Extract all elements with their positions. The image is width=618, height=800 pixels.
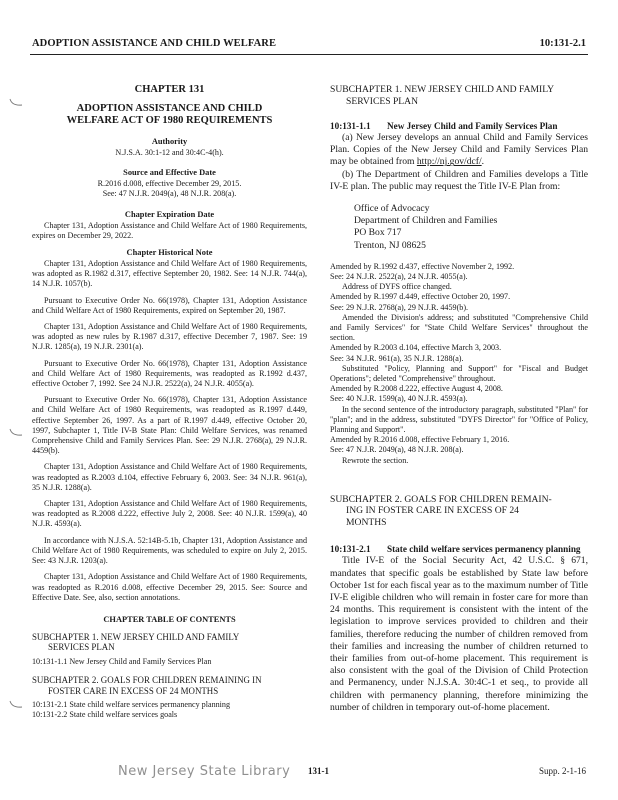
subchapter-1-line: SERVICES PLAN [346,95,418,107]
subchapter-1-line: SUBCHAPTER 1. NEW JERSEY CHILD AND FAMILY [330,84,555,95]
margin-mark [8,428,24,438]
source-line: R.2016 d.008, effective December 29, 2015. [97,179,242,189]
note-line: See: 29 N.J.R. 2768(a), 29 N.J.R. 4459(b). [330,302,469,312]
section-number: 10:131-2.1 [330,544,371,555]
note-line: In the second sentence of the introductory paragraph, substituted "Plan" for "plan"; and in the address, substituted "DYFS Director" for "Office of Policy, Planning and Support". [330,404,588,435]
toc-entry[interactable]: 10:131-2.1 State child welfare services permanency planning [32,700,231,710]
running-header-section: 10:131-2.1 [539,38,586,49]
note-line: See: 24 N.J.R. 2522(a), 24 N.J.R. 4055(a). [330,272,468,282]
toc-entry[interactable]: 10:131-1.1 New Jersey Child and Family Services Plan [32,656,212,666]
address-line: Office of Advocacy [354,203,430,215]
right-column [330,84,588,714]
authority-text: N.J.S.A. 30:1-12 and 30:4C-4(h). [115,148,224,157]
running-header-title: ADOPTION ASSISTANCE AND CHILD WELFARE [32,38,277,49]
toc-entry[interactable]: 10:131-2.2 State child welfare services goals [32,710,178,720]
note-line: Amended by R.1997 d.449, effective October 20, 1997. [330,292,511,302]
subchapter-2-heading [330,494,588,529]
history-paragraph: Chapter 131, Adoption Assistance and Child Welfare Act of 1980 Requirements, was readopted as R.2016 d.008, effective December 29, 2015. See: Source and Effective Date. See, also, section annotations. [32,572,307,602]
supplement-date: Supp. 2-1-16 [539,766,586,776]
note-line: Amended by R.2008 d.222, effective August 4, 2008. [330,384,503,394]
subchapter-2-line: SUBCHAPTER 2. GOALS FOR CHILDREN REMAIN- [330,493,552,505]
address-line: Trenton, NJ 08625 [354,239,426,251]
section-heading [330,544,588,555]
toc-heading: CHAPTER TABLE OF CONTENTS [103,614,236,624]
section-heading [330,121,588,132]
chapter-number: CHAPTER 131 [134,84,205,95]
library-watermark: New Jersey State Library [118,764,291,779]
toc-subchapter-1-line: SUBCHAPTER 1. NEW JERSEY CHILD AND FAMILY [32,631,240,642]
history-paragraph: Chapter 131, Adoption Assistance and Child Welfare Act of 1980 Requirements, was readopted as R.2003 d.104, effective February 6, 2003. See: 34 N.J.R. 961(a), 35 N.J.R. 1288(a). [32,462,307,492]
toc-subchapter-1-line: SERVICES PLAN [48,642,115,653]
toc-subchapter-1[interactable] [32,632,307,653]
section-number: 10:131-1.1 [330,121,371,131]
history-paragraph: Pursuant to Executive Order No. 66(1978), Chapter 131, Adoption Assistance and Child Welfare Act of 1980 Requirements, was readopted as R.1992 d.437, effective October 7, 1992. See 24 N.J.R. 2522(a), 24 N.J.R. 4055(a). [32,358,307,389]
history-paragraph: Chapter 131, Adoption Assistance and Child Welfare Act of 1980 Requirements, was adopted as new rules by R.1987 d.317, effective December 7, 1987. See: 19 N.J.R. 1285(a), 19 N.J.R. 2301(a). [32,322,307,352]
note-line: Amended by R.2016 d.008, effective February 1, 2016. [330,435,510,445]
header-rule [30,54,588,55]
history-paragraph: Chapter 131, Adoption Assistance and Child Welfare Act of 1980 Requirements, was adopted as R.1982 d.317, effective September 20, 1982. See: 14 N.J.R. 744(a), 14 N.J.R. 1057(b). [32,259,307,289]
source-heading: Source and Effective Date [123,168,216,178]
note-line: Amended the Division's address; and substituted "Comprehensive Child and Family Services" for "State Child Welfare Services" throughout the section. [330,312,588,343]
subchapter-2-line: ING IN FOSTER CARE IN EXCESS OF 24 [346,505,519,517]
note-line: Substituted "Policy, Planning and Support" for "Fiscal and Budget Operations"; deleted "Comprehensive" throughout. [330,363,588,384]
paragraph-a [330,132,588,169]
dcf-link[interactable]: http://nj.gov/dcf/ [416,156,482,168]
paragraph-a-end: . [481,156,485,168]
note-line: Rewrote the section. [342,455,409,465]
note-line: See: 47 N.J.R. 2049(a), 48 N.J.R. 208(a). [330,445,464,455]
authority-heading: Authority [151,137,188,146]
left-column [32,66,307,721]
expiration-text: Chapter 131, Adoption Assistance and Child Welfare Act of 1980 Requirements, expires on December 29, 2022. [32,220,307,240]
expiration-heading: Chapter Expiration Date [124,209,215,219]
margin-mark [8,700,24,710]
history-paragraph: Pursuant to Executive Order No. 66(1978), Chapter 131, Adoption Assistance and Child Welfare Act of 1980 Requirements, was readopted as R.1997 d.449, effective September 26, 1997. As a part of R.1997 d.449, effective October 20, 1997, Subchapter 1, Title IV-B State Plan: Child Welfare Services, was renamed Comprehensive Child and Family Services Plan. See: 29 N.J.R. 2768(a), 29 N.J.R. 4459(b). [32,395,307,456]
subchapter-2-line: MONTHS [346,516,387,528]
margin-mark [8,98,24,108]
history-heading: Chapter Historical Note [126,248,213,258]
page-number: 131-1 [308,766,329,776]
section-title: State child welfare services permanency planning [387,544,581,555]
note-line: Amended by R.1992 d.437, effective November 2, 1992. [330,261,515,271]
source-line: See: 47 N.J.R. 2049(a), 48 N.J.R. 208(a). [102,189,237,199]
paragraph-b: (b) The Department of Children and Families develops a Title IV-E plan. The public may request the Title IV-E Plan from: [330,168,588,192]
address-line: Department of Children and Families [354,215,498,227]
history-paragraph: Chapter 131, Adoption Assistance and Child Welfare Act of 1980 Requirements, was readopted as R.2008 d.222, effective July 2, 2008. See: 40 N.J.R. 1599(a), 40 N.J.R. 4593(a). [32,499,307,529]
note-line: See: 34 N.J.R. 961(a), 35 N.J.R. 1288(a). [330,353,464,363]
history-paragraph: In accordance with N.J.S.A. 52:14B-5.1b, Chapter 131, Adoption Assistance and Child Welfare Act of 1980 Requirements, was scheduled to expire on July 2, 2015. See: 43 N.J.R. 1203(a). [32,535,307,566]
history-paragraph: Pursuant to Executive Order No. 66(1978), Chapter 131, Adoption Assistance and Child Welfare Act of 1980 Requirements, expired on September 20, 1987. [32,295,307,315]
address-line: PO Box 717 [354,227,402,239]
toc-subchapter-2-line: FOSTER CARE IN EXCESS OF 24 MONTHS [48,685,219,696]
section-title: New Jersey Child and Family Services Plan [387,121,558,131]
toc-subchapter-2-line: SUBCHAPTER 2. GOALS FOR CHILDREN REMAINING IN [32,675,262,686]
amendment-notes [330,262,588,466]
address-block [330,203,588,252]
section-2-1-text: Title IV-E of the Social Security Act, 42 U.S.C. § 671, mandates that specific goals be established by State law before October 1st for each fiscal year as to the maximum number of Title IV-E eligible children who will remain in foster care for more than 24 months. This requirement is consistent with the intent of the legislation to improve services provided to children and their families, therefore reducing the number of children removed from their families and increasing the number of children returned to their families from out-of-home placement. This requirement is also consistent with the goal of the Division of Child Protection and Permanency, under N.J.S.A. 30:4C-1 et seq., to provide all children with permanency planning, therefore minimizing the number of children in temporary out-of-home placement. [330,555,588,713]
toc-subchapter-2[interactable] [32,675,307,696]
note-line: Address of DYFS office changed. [342,282,452,292]
note-line: See: 40 N.J.R. 1599(a), 40 N.J.R. 4593(a). [330,394,468,404]
chapter-title: ADOPTION ASSISTANCE AND CHILD WELFARE ACT OF 1980 REQUIREMENTS [66,103,273,126]
note-line: Amended by R.2003 d.104, effective March 3, 2003. [330,343,502,353]
subchapter-1-heading [330,84,588,107]
paragraph-a-text: (a) New Jersey develops an annual Child and Family Services Plan. Copies of the New Jersey Child and Family Services Plan may be obtained from [330,132,588,168]
